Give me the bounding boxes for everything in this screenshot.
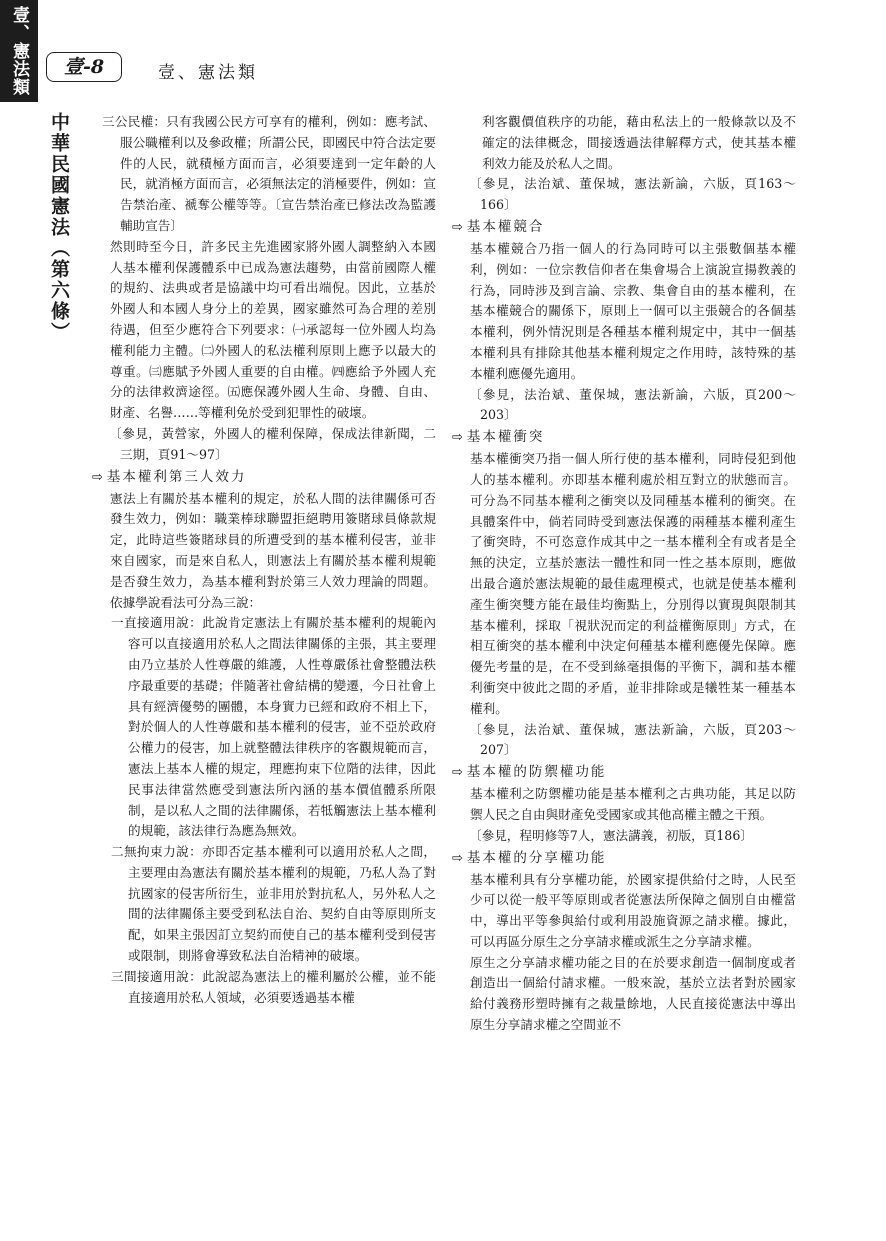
paragraph: 利客觀價值秩序的功能，藉由私法上的一般條款以及不確定的法律概念，間接透過法律解釋方式，使其基本權利效力能及於私人之間。 xyxy=(482,114,796,171)
reference-citation: 〔參見，程明修等7人，憲法講義，初版，頁186〕 xyxy=(469,827,753,843)
paragraph: 基本權利具有分享權功能，於國家提供給付之時，人民至少可以從一般平等原則或者從憲法所保障之個別自由權當中，導出平等參與給付或利用設施資源之請求權。據此，可以再區分原生之分享請求權或派生之分享請求權。 xyxy=(470,871,796,949)
section-heading: ⇨ 基本權競合 xyxy=(452,218,545,235)
side-title: 中華民國憲法（第六條） xyxy=(48,112,70,343)
arrow-icon: ⇨ xyxy=(452,850,465,866)
arrow-icon: ⇨ xyxy=(452,430,465,446)
arrow-icon: ⇨ xyxy=(452,219,465,235)
left-column xyxy=(92,112,436,1008)
list-item: 一直接適用說：此說肯定憲法上有關於基本權利的規範內容可以直接適用於私人之間法律關係的主張，其主要理由乃立基於人性尊嚴的維護，人性尊嚴係社會整體法秩序最重要的基礎；伴隨著社會結構的變遷，今日社會上具有經濟優勢的團體，本身實力已經和政府不相上下，對於個人的人性尊嚴和基本權利的侵害，並不亞於政府公權力的侵害，加上就整體法律秩序的客觀規範而言，憲法上基本人權的規定，理應拘束下位階的法律，因此民事法律當然應受到憲法所內涵的基本價值體系所限制，是以私人之間的法律關係，若牴觸憲法上基本權利的規範，該法律行為應為無效。 xyxy=(111,615,436,839)
arrow-icon: ⇨ xyxy=(92,469,105,485)
section-heading: ⇨ 基本權的分享權功能 xyxy=(452,849,607,866)
reference-citation: 〔參見，法治斌、董保城，憲法新論，六版，頁200～203〕 xyxy=(469,386,796,423)
paragraph: 基本權衝突乃指一個人所行使的基本權利，同時侵犯到他人的基本權利。亦即基本權利處於相互對立的狀態而言。可分為不同基本權利之衝突以及同種基本權利的衝突。在具體案件中，倘若同時受到憲法保護的兩種基本權利產生了衝突時，不可恣意作成其中之一基本權利全有或者是全無的決定，立基於憲法一體性和同一性之基本原則，應做出最合適於憲法規範的最佳處理模式，也就是使基本權利產生衝突雙方能在最佳均衡點上，分別得以實現與限制其基本權利，採取「視狀況而定的利益權衡原則」方式，在相互衝突的基本權利中決定何種基本權利應優先保障。應優先考量的是，在不受到絲毫損傷的平衡下，調和基本權利衝突中彼此之間的矛盾，並非排除或是犧牲某一種基本權利。 xyxy=(470,451,796,716)
paragraph: 然則時至今日，許多民主先進國家將外國人調整納入本國人基本權利保護體系中已成為憲法趨勢，由當前國際人權的規約、法典或者是協議中均可看出端倪。因此，立基於外國人和本國人身分上的差異，國家雖然可為合理的差別待遇，但至少應符合下列要求：㈠承認每一位外國人均為權利能力主體。㈡外國人的私法權利原則上應予以最大的尊重。㈢應賦予外國人重要的自由權。㈣應給予外國人充分的法律救濟途徑。㈤應保護外國人生命、身體、自由、財產、名譽……等權利免於受到犯罪性的破壞。 xyxy=(110,238,436,421)
paragraph: 基本權利之防禦權功能是基本權利之古典功能，其足以防禦人民之自由與財產免受國家或其他高權主體之干預。 xyxy=(470,786,796,822)
reference-citation: 〔參見，黃營家，外國人的權利保障，保成法律新聞，二三期，頁91～97〕 xyxy=(109,425,436,462)
paragraph: 三公民權：只有我國公民方可享有的權利，例如：應考試、服公職權利以及參政權；所謂公民，即國民中符合法定要件的人民，就積極方面而言，必須要達到一定年齡的人民，就消極方面而言，必須無法定的消極要件，例如：宣告禁治產、褫奪公權等等。〔宣告禁治產已修法改為監護輔助宣告〕 xyxy=(102,114,436,233)
list-item: 二無拘束力說：亦即否定基本權利可以適用於私人之間，主要理由為憲法有關於基本權利的規範，乃私人為了對抗國家的侵害所衍生，並非用於對抗私人，另外私人之間的法律關係主要受到私法自治、契約自由等原則所支配，如果主張因訂立契約而使自己的基本權利受到侵害或限制，則將會導致私法自治精神的破壞。 xyxy=(111,844,436,964)
arrow-icon: ⇨ xyxy=(452,765,465,781)
paragraph: 憲法上有關於基本權利的規定，於私人間的法律關係可否發生效力，例如：職業棒球聯盟拒絕聘用簽賭球員條款規定，此時這些簽賭球員的所遭受到的基本權利侵害，並非來自國家，而是來自私人，則憲法上有關於基本權利規範是否發生效力，為基本權利對於第三人效力理論的問題。依據學說看法可分為三說： xyxy=(110,490,436,610)
reference-citation: 〔參見，法治斌、董保城，憲法新論，六版，頁163～166〕 xyxy=(469,176,796,213)
section-heading: ⇨ 基本權利第三人效力 xyxy=(92,468,247,485)
section-side-tab: 壹、憲法類 xyxy=(0,0,38,102)
section-heading: ⇨ 基本權衝突 xyxy=(452,429,545,446)
header-title: 壹、憲法類 xyxy=(158,63,258,83)
page-number: 壹-8 xyxy=(46,52,122,82)
paragraph: 原生之分享請求權功能之目的在於要求創造一個制度或者創造出一個給付請求權。一般來說，基於立法者對於國家給付義務形塑時擁有之裁量餘地，人民直接從憲法中導出原生分享請求權之空間並不 xyxy=(470,954,796,1033)
reference-citation: 〔參見，法治斌、董保城，憲法新論，六版，頁203～207〕 xyxy=(469,721,796,758)
section-heading: ⇨ 基本權的防禦權功能 xyxy=(452,764,607,781)
list-item: 三間接適用說：此說認為憲法上的權利屬於公權，並不能直接適用於私人領域，必須要透過基本權 xyxy=(111,968,436,1005)
paragraph: 基本權競合乃指一個人的行為同時可以主張數個基本權利，例如：一位宗教信仰者在集會場合上演說宣揚教義的行為，同時涉及到言論、宗教、集會自由的基本權利，在基本權競合的關係下，原則上一個可以主張競合的各個基本權利，例外情況則是各種基本權利規定中，其中一個基本權利具有排除其他基本權利規定之作用時，該特殊的基本權利應優先適用。 xyxy=(470,240,796,381)
right-column xyxy=(452,112,796,1036)
